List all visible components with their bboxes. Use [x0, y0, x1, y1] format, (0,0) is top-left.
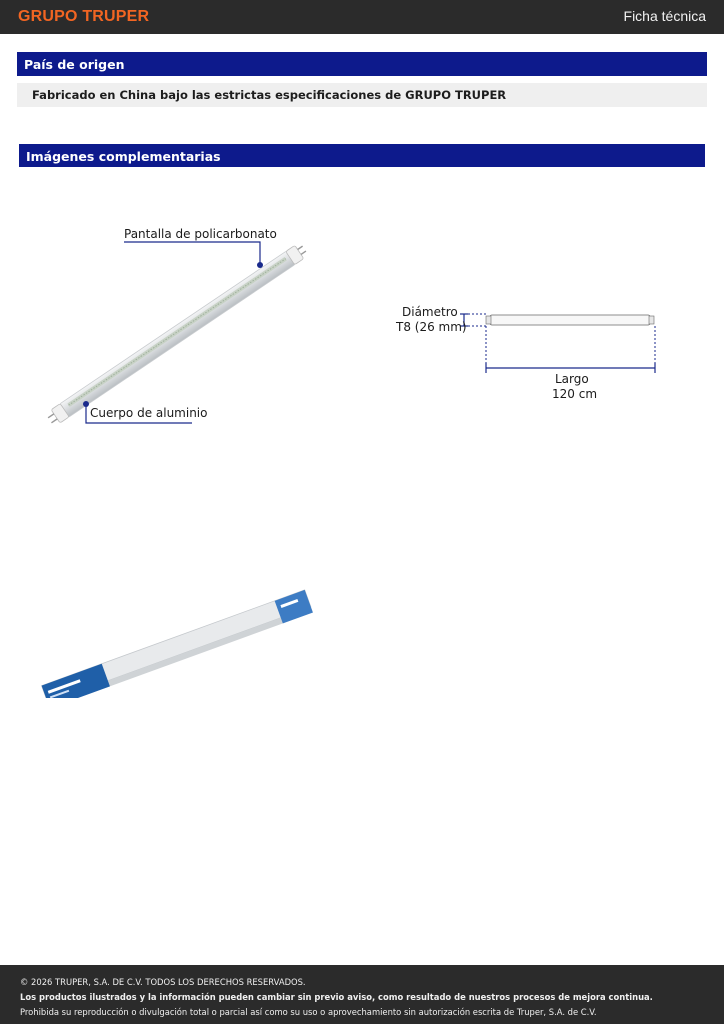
callout-label-bottom: Cuerpo de aluminio: [90, 406, 208, 420]
led-tube-icon: [45, 242, 308, 427]
tube-outline-icon: [490, 315, 650, 325]
footer-prohibition: Prohibida su reproducción o divulgación total o parcial así como su uso o aprovechamiento sin autorización escrita de Truper, S.A. de C.V.: [20, 1007, 597, 1017]
callout-label-top: Pantalla de policarbonato: [124, 227, 277, 241]
diameter-value: T8 (26 mm): [396, 320, 467, 334]
origin-section-heading: País de origen: [17, 52, 707, 76]
tube-callout-image: [30, 220, 330, 435]
callout-line-top: [124, 242, 260, 265]
brand-logo: GRUPO TRUPER: [18, 8, 150, 25]
origin-statement: Fabricado en China bajo las estrictas especificaciones de GRUPO TRUPER: [17, 83, 707, 107]
footer-notice: Los productos ilustrados y la información pueden cambiar sin previo aviso, como resultado de nuestros procesos de mejora continua.: [20, 992, 653, 1002]
callout-dot-bottom: [83, 401, 89, 407]
diameter-label: Diámetro: [402, 305, 458, 319]
header-bar: [0, 0, 724, 34]
document-type: Ficha técnica: [623, 8, 706, 24]
images-section-heading: Imágenes complementarias: [19, 144, 705, 167]
page-footer: [0, 965, 724, 1024]
package-image: [34, 588, 324, 698]
dimension-drawing: [390, 300, 670, 410]
footer-copyright: © 2026 TRUPER, S.A. DE C.V. TODOS LOS DERECHOS RESERVADOS.: [20, 977, 306, 987]
length-label: Largo: [555, 372, 589, 386]
callout-dot-top: [257, 262, 263, 268]
length-value: 120 cm: [552, 387, 598, 401]
